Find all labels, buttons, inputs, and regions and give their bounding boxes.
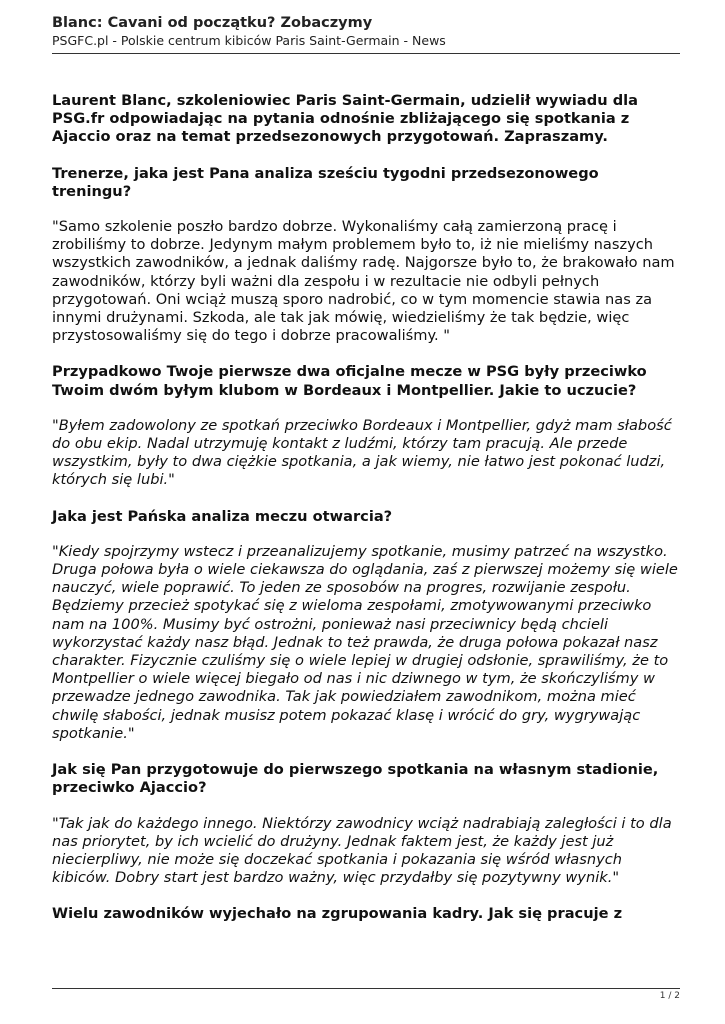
interview-answer-3: "Kiedy spojrzymy wstecz i przeanalizujemy spotkanie, musimy patrzeć na wszystko. Druga połowa była o wiele ciekawsza do oglądania, zaś z pierwszej możemy się wiele nauczyć, wiele poprawić. To jeden ze sposobów na progres, rozwijanie zespołu. Będziemy przecież spotykać się z wieloma zespołami, zmotywowanymi przeciwko nam na 100%. Musimy być ostrożni, ponieważ nasi przeciwnicy będą chcieli wykorzystać każdy nasz błąd. Jednak to też prawda, że druga połowa pokazał nasz charakter. Fizycznie czuliśmy się o wiele lepiej w drugiej odsłonie, sprawiliśmy, że to Montpellier o wiele więcej biegało od nas i nic dziwnego w tym, że skończyliśmy w przewadze jednego zawodnika. Tak jak powiedziałem zawodnikom, można mieć chwilę słabości, jednak musisz potem pokazać klasę i wrócić do gry, wygrywając spotkanie." xyxy=(52,542,678,742)
interview-question-2: Przypadkowo Twoje pierwsze dwa oficjalne mecze w PSG były przeciwko Twoim dwóm byłym klubom w Bordeaux i Montpellier. Jakie to uczucie? xyxy=(52,363,647,399)
article-lead: Laurent Blanc, szkoleniowiec Paris Saint-Germain, udzielił wywiadu dla PSG.fr odpowiadając na pytania odnośnie zbliżającego się spotkania z Ajaccio oraz na temat przedsezonowych przygotowań. Zapraszamy. xyxy=(52,92,638,146)
interview-question-1: Trenerze, jaka jest Pana analiza sześciu tygodni przedsezonowego treningu? xyxy=(52,164,599,200)
interview-answer-2: "Byłem zadowolony ze spotkań przeciwko Bordeaux i Montpellier, gdyż mam słabość do obu ekip. Nadal utrzymuję kontakt z ludźmi, którzy tam pracują. Ale przede wszystkim, były to dwa ciężkie spotkania, a jak wiemy, nie łatwo jest pokonać ludzi, których się lubi." xyxy=(52,416,672,489)
footer-divider xyxy=(52,988,680,989)
interview-question-5: Wielu zawodników wyjechało na zgrupowania kadry. Jak się pracuje z xyxy=(52,905,623,923)
interview-question-3: Jaka jest Pańska analiza meczu otwarcia? xyxy=(52,507,393,525)
page-number: 1 / 2 xyxy=(659,991,680,1001)
document-title: Blanc: Cavani od początku? Zobaczymy xyxy=(52,15,373,31)
document-subtitle: PSGFC.pl - Polskie centrum kibiców Paris Saint-Germain - News xyxy=(52,33,446,48)
interview-answer-1: "Samo szkolenie poszło bardzo dobrze. Wykonaliśmy całą zamierzoną pracę i zrobiliśmy to dobrze. Jedynym małym problemem było to, iż nie mieliśmy naszych wszystkich zawodników, a jednak daliśmy radę. Najgorsze było to, że brakowało nam zawodników, którzy byli ważni dla zespołu i w rezultacie nie odbyli pełnych przygotowań. Oni wciąż muszą sporo nadrobić, co w tym momencie stawia nas za innymi drużynami. Szkoda, ale tak jak mówię, wiedzieliśmy że tak będzie, więc przystosowaliśmy się do tego i dobrze pracowaliśmy. " xyxy=(52,218,675,345)
interview-answer-4: "Tak jak do każdego innego. Niektórzy zawodnicy wciąż nadrabiają zaległości i to dla nas priorytet, by ich wcielić do drużyny. Jednak faktem jest, że każdy jest już niecierpliwy, nie może się doczekać spotkania i pokazania się wśród własnych kibiców. Dobry start jest bardzo ważny, więc przydałby się pozytywny wynik." xyxy=(52,814,672,887)
header-divider xyxy=(52,53,680,54)
interview-question-4: Jak się Pan przygotowuje do pierwszego spotkania na własnym stadionie, przeciwko Ajaccio? xyxy=(52,761,659,797)
document-header xyxy=(52,14,682,49)
article-body xyxy=(52,92,682,941)
